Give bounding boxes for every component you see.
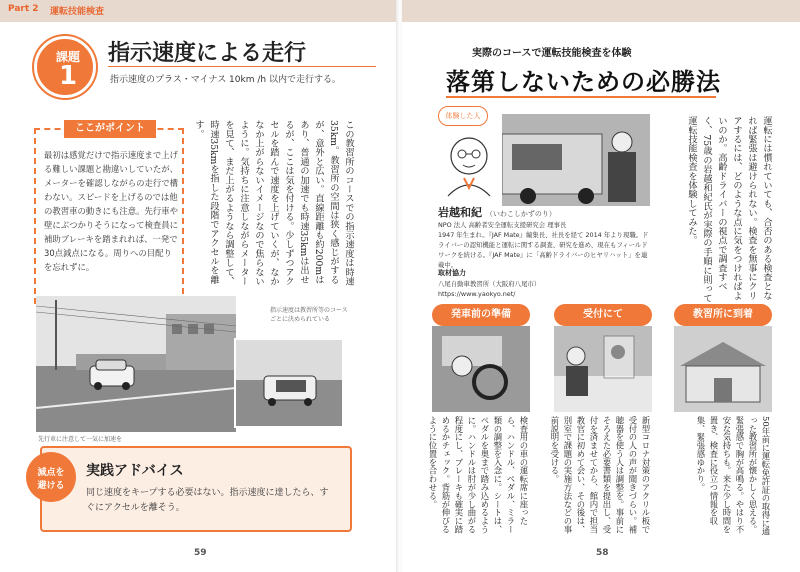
step-photo-arrival <box>674 326 772 412</box>
step-label-arrival: 教習所に到着 <box>674 304 772 326</box>
point-box <box>34 123 184 304</box>
right-title-underline <box>446 96 716 98</box>
person-illustration-icon <box>434 128 504 198</box>
point-label: ここがポイント <box>64 120 156 138</box>
step-text-arrival: 50年前に運転免許証の取得に通った教習所が懐かしく思える。緊張感で胸が高鳴る。やはり不安な気持ちも。来た少し時間を置き、検査に役立つ情報を収集、緊張感ゆかり。 <box>696 416 771 536</box>
step-text-reception: 新型コロナ対策のアクリル板で受付の人の声が聞きづらい。補聴器を使う人は調整を。事前にそろえた必要書類を提出し、受付を済ませてから、館内で担当教官に初めて会い、その後は、別室で課題の実施方法などの事前説明を受ける。 <box>550 416 651 534</box>
right-top-subtitle: 実際のコースで運転技能検査を体験 <box>472 48 632 59</box>
person-name-text: 岩越和紀 <box>438 206 482 219</box>
course-speed-sign-photo <box>234 338 344 428</box>
advice-text: 同じ速度をキープする必要はない。指示速度に達したら、すぐにアクセルを離そう。 <box>86 488 329 513</box>
advice-title: 実践アドバイス <box>86 463 184 479</box>
coverage-body: 八尾自動車教習所（大阪府八尾市） https://www.yaokyo.net/ <box>438 280 541 298</box>
right-body-text: 運転には慣れていても、合否のある検査となれば緊張は避けられない。検査を無事にクリアするには、どのような点に気をつければよいのか。高齢ドライバーの視点で調査すべく、75歳の岩越和紀氏が実際の手順に則って運転技能検査を体験してみた。 <box>686 116 772 303</box>
step-photo-preparation <box>432 326 530 412</box>
person-with-car-illustration <box>502 114 650 206</box>
person-name <box>438 204 556 220</box>
person-photo <box>502 114 650 206</box>
advice-badge-line1: 減点を <box>37 468 65 478</box>
advice-badge-line2: 避ける <box>37 481 65 491</box>
step-label-preparation: 発車前の準備 <box>432 304 530 326</box>
school-building-illustration <box>674 326 772 412</box>
step-label-reception: 受付にて <box>554 304 652 326</box>
person-bio: NPO 法人 高齢者安全運転支援研究会 理事長 1947 年生まれ。『JAF Mate』編集長、社長を経て 2014 年より現職。ドライバーの認知機能と運転に関する調査、研究を進め、現在もフィールドワークを続ける。『JAF Mate』に「高齢ドライバーのヒヤリハット」を連載中。 <box>438 221 649 269</box>
reception-counter-illustration <box>554 326 652 412</box>
task-badge-word: 課題 <box>55 50 80 64</box>
driving-course-photo <box>36 296 236 432</box>
step-photo-reception <box>554 326 652 412</box>
task-subtitle: 指示速度のプラス・マイナス 10km /h 以内で走行する。 <box>110 75 341 85</box>
task-title-underline <box>108 66 376 67</box>
advice-badge <box>26 452 76 502</box>
left-page-number: 59 <box>194 548 207 558</box>
person-bubble: 体験した人 <box>438 106 488 126</box>
main-photo-caption: 先行車に注意して一気に加速を <box>38 436 123 443</box>
driving-course-illustration <box>36 296 236 432</box>
section-title: 運転技能検査 <box>50 7 105 17</box>
driver-seat-illustration <box>432 326 530 412</box>
right-page <box>402 0 800 572</box>
coverage-title: 取材協力 <box>438 269 466 277</box>
point-text: 最初は感覚だけで指示速度まで上げる難しい課題と勘違いしていたが、メーターを確認しながらの走行で構わない。スピードを上げるのでは他の教習車の動きにも注意。先行車や壁にぶつかりそうになって検査員に補助ブレーキを踏まれれば、一発で30点減点になる。周りへの目配りを忘れずに。 <box>44 150 178 272</box>
right-main-title: 落第しないための必勝法 <box>446 68 721 96</box>
person-name-reading: （いわこしかずのり） <box>485 210 556 218</box>
task-badge-number: 1 <box>58 61 78 91</box>
left-page <box>0 0 398 572</box>
inset-photo-caption: 指示速度は教習所等のコースごとに決められている <box>270 307 348 323</box>
right-page-number: 58 <box>596 548 609 558</box>
task-badge <box>34 36 96 98</box>
step-text-preparation: 検査用の車の運転席に座ったら、ハンドル、ペダル、ミラー類の調整を入念に。シートは、ペダルを奥まで踏み込めるように。ハンドルは肘が少し曲がる程度にし、ブレーキも確実に踏めるかチェック。背筋が伸びるように位置を合わせる。 <box>428 416 529 534</box>
task-title: 指示速度による走行 <box>108 41 307 66</box>
part-label: Part 2 <box>8 4 39 14</box>
part-header <box>0 0 400 22</box>
course-speed-sign-illustration <box>236 340 344 428</box>
left-body-text: この教習所のコースでの指示速度は時速35km。教習所の空間は狭く感じがするが、意外と広い。直線距離も約200mはあり、普通の加速でも時速35kmは出せるが、ここは気を付ける。少しずつアクセルを踏んで速度を上げていくが、なかなか上がらないイメージなので焦らないように。気持ちに注意しながらメーターを見て、まだ上がるようなら調整して、時速35kmを指した段階でアクセルを離す。 <box>193 120 354 286</box>
right-header-band <box>402 0 800 22</box>
